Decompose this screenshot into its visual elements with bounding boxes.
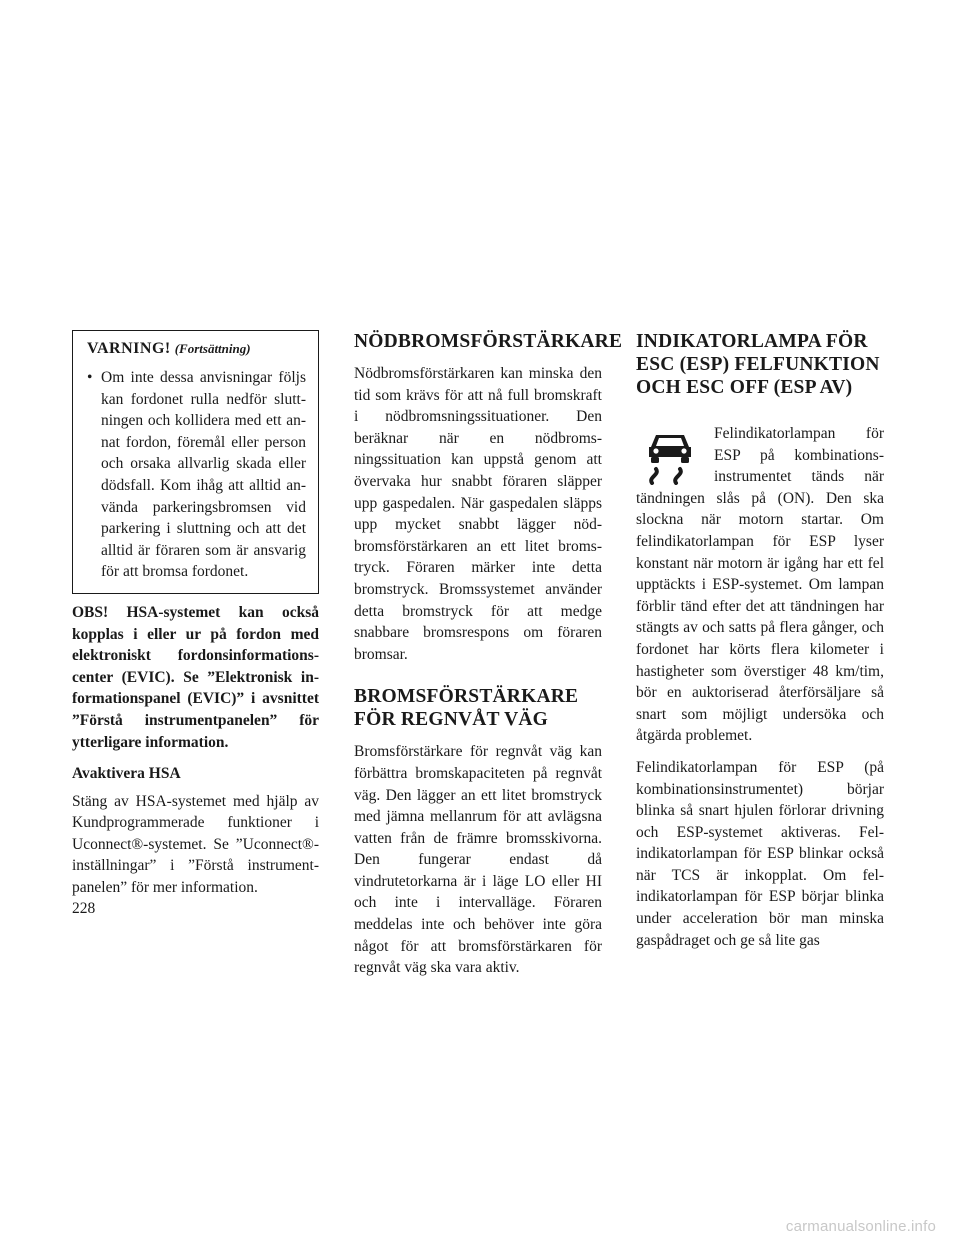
bullet-marker: • (87, 369, 93, 386)
column-right (636, 330, 884, 951)
esp-indicator-text-1: Felindikatorlampan för ESP på kombinationsinstrumentet tänds när tändningen slås på (ON). Den ska slockna när motorn startar. Om felindikatorlampan för ESP lyser konstant när motorn är igång har ett fel upptäckts i ESP-systemet. Om lampan förblir tänd efter det att tändningen har stängts av och satts på flera gånger, och fordonet har körts flera kilometer i hastigheter som överstiger 48 km/tim, bör en auktoriserad återförsäljare så snart som möjligt undersöka och åtgärda problemet. (636, 425, 884, 745)
warning-text: Om inte dessa anvisningar följs kan fordonet rulla nedför sluttningen och kollidera med ett annat fordon, föremål eller person och orsaka allvarlig skada eller dödsfall. Kom ihåg att alltid använda parkeringsbromsen vid parkering i sluttning och att det alltid är föraren som är ansvarig för att bromsa fordonet. (101, 369, 306, 581)
watermark: carmanualsonline.info (785, 1218, 936, 1235)
heading-emergency-brake-assist: NÖDBROMSFÖRSTÄRKARE (354, 331, 623, 352)
esp-indicator-text-2: Felindikatorlampan för ESP (på kombinationsinstrumentet) börjar blinka så snart hjulen förlorar drivning och ESP-systemet aktiveras. Felindikatorlampan för ESP blinkar också när TCS är inkopplat. Om felindikatorlampan för ESP börjar blinka under acceleration bör man minska gaspådraget och ge så lite gas (636, 758, 884, 949)
warning-title (87, 339, 306, 359)
rain-brake-support-text: Bromsförstärkare för regnvåt väg kan förbättra bromskapaciteten på regnvåt väg. Den lägger an ett litet bromstryck med jämna mellanrum för att avlägsna vatten från de främre bromsskivorna. Den fungerar endast då vindrutetorkarna är i läge LO eller HI och inte i intervalläge. Föraren meddelas inte och behöver inte göra något för att bromsförstärkaren för regnvåt väg ska vara aktiv. (354, 743, 602, 977)
warning-label: VARNING! (87, 340, 171, 357)
warning-box (72, 330, 319, 594)
deactivate-hsa-text: Stäng av HSA-systemet med hjälp av Kundprogrammerade funktioner i Uconnect®-systemet. Se ”Uconnect®-inställningar” i ”Förstå instrumentpanelen” för mer information. (72, 792, 319, 897)
column-middle (354, 330, 623, 979)
emergency-brake-assist-text: Nödbromsförstärkaren kan minska den tid som krävs för att nå full bromskraft i nödbromsningssituationer. Den beräknar när en nödbromsningssituation kan uppstå genom att övervaka hur snabbt föraren släpper upp gaspedalen. När gaspedalen släpps upp mycket snabbt lägger nödbromsförstärkaren an ett litet bromstryck. Föraren märker inte detta bromstryck. Bromssystemet använder detta bromstryck för att medge snabbare bromsrespons om föraren bromsar. (354, 365, 602, 663)
heading-esp-indicator: INDIKATORLAMPA FÖR ESC (ESP) FELFUNKTION OCH ESC OFF (ESP AV) (636, 331, 880, 398)
heading-rain-brake-support: BROMSFÖRSTÄRKARE FÖR REGNVÅT VÄG (354, 686, 579, 731)
obs-note: OBS! HSA-systemet kan också kopplas i eller ur på fordon med elektroniskt fordonsinformationscenter (EVIC). Se ”Elektronisk informationspanel (EVIC)” i avsnittet ”Förstå instrumentpanelen” för ytterligare information. (72, 603, 319, 751)
warning-bullet-item (87, 367, 306, 583)
warning-subtitle: (Fortsättning) (174, 341, 251, 356)
page-number: 228 (72, 900, 96, 917)
esp-skid-icon (644, 427, 696, 485)
column-left (72, 330, 319, 899)
subheading-deactivate-hsa: Avaktivera HSA (72, 765, 181, 783)
esp-indicator-paragraph (636, 423, 884, 747)
